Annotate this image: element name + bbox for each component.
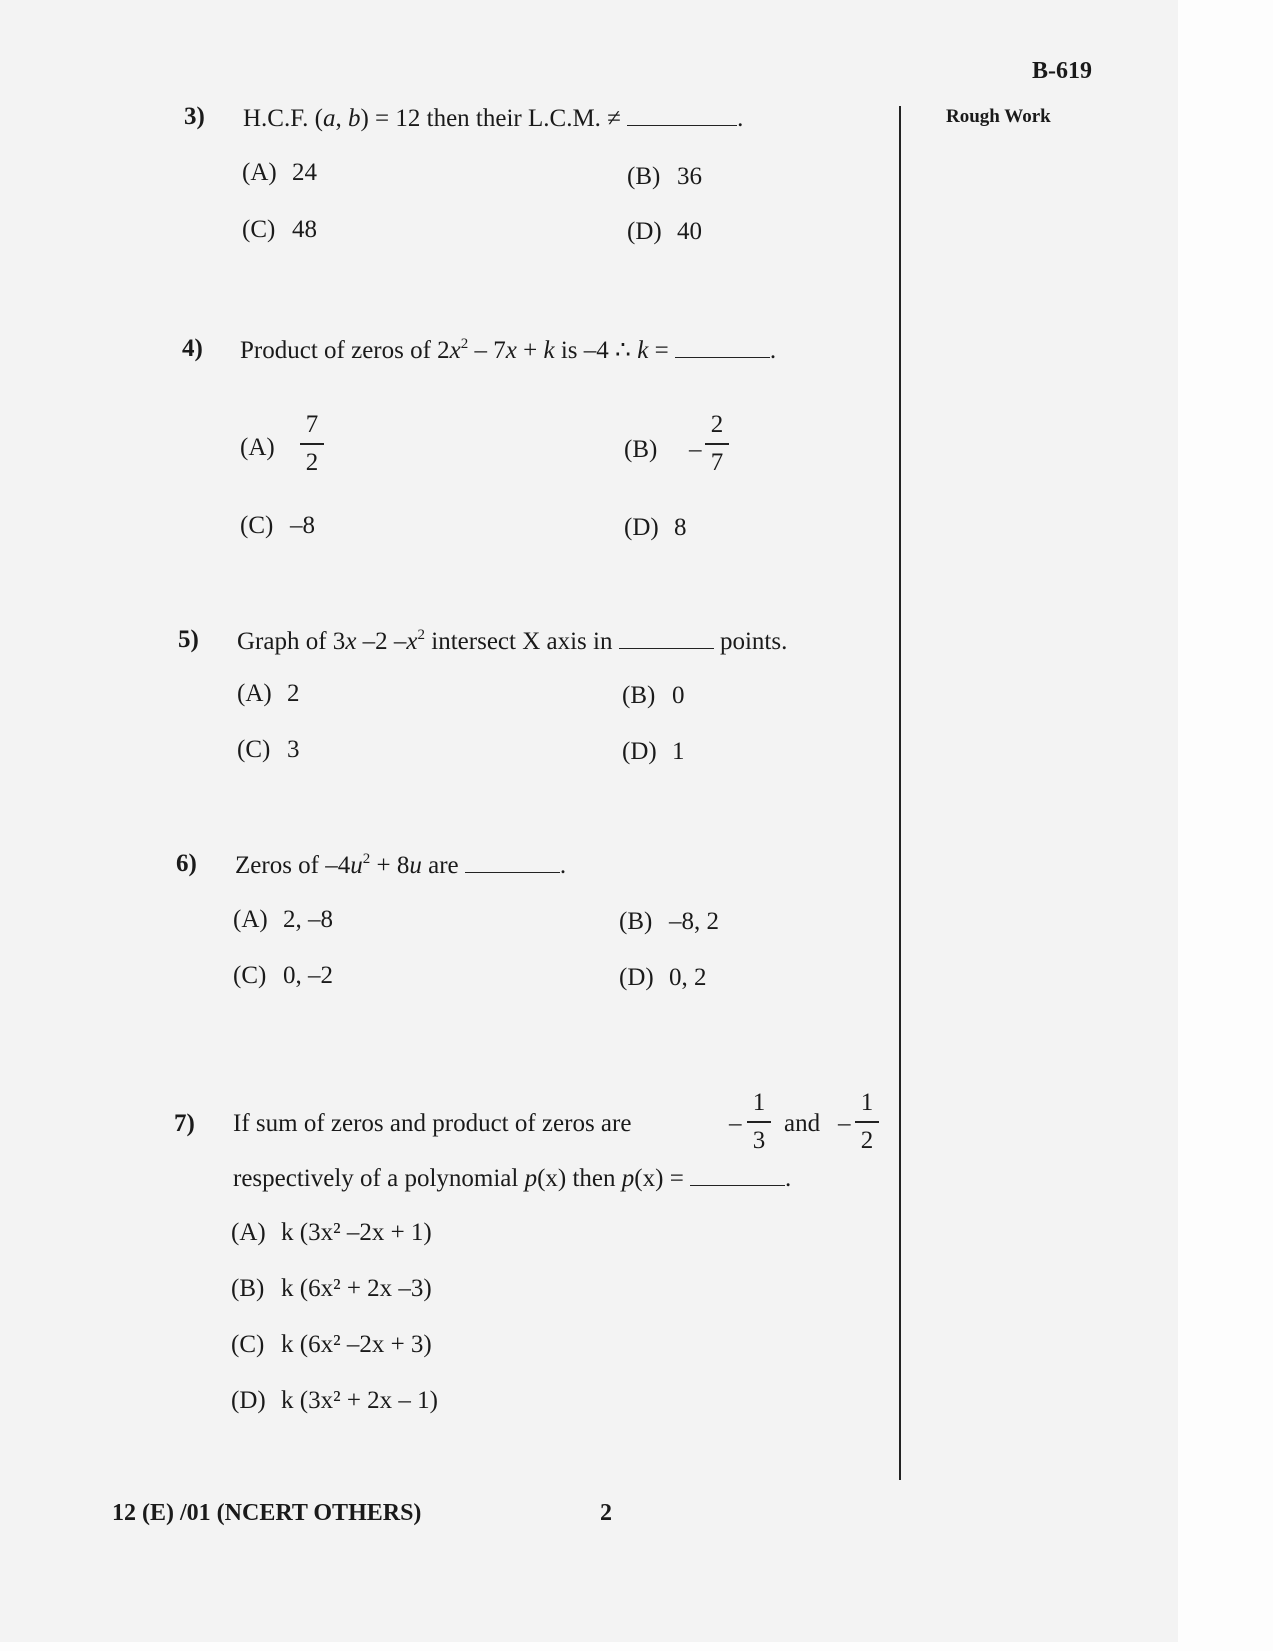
question-3-option-c: (C) 48 bbox=[242, 216, 317, 243]
paper-reference: 12 (E) /01 (NCERT OTHERS) bbox=[112, 1500, 422, 1526]
answer-blank bbox=[690, 1163, 785, 1186]
question-7-line-2: respectively of a polynomial p(x) then p(x) = . bbox=[233, 1165, 792, 1192]
question-6-option-c: (C) 0, –2 bbox=[233, 962, 333, 989]
question-6-option-a: (A) 2, –8 bbox=[233, 906, 333, 933]
product-sign: – bbox=[838, 1110, 851, 1137]
question-7-option-a: (A) k (3x² –2x + 1) bbox=[231, 1219, 432, 1246]
page-margin-bottom bbox=[0, 1642, 1178, 1651]
question-4-option-a-label: (A) bbox=[240, 434, 275, 461]
column-divider bbox=[899, 106, 901, 1480]
question-5-option-a: (A) 2 bbox=[237, 680, 300, 707]
question-5-option-c: (C) 3 bbox=[237, 736, 300, 763]
question-4-option-b-fraction: 2 7 bbox=[705, 410, 729, 478]
answer-blank bbox=[675, 335, 770, 358]
question-4-option-d: (D) 8 bbox=[624, 514, 687, 541]
page-number: 2 bbox=[600, 1500, 612, 1526]
answer-blank bbox=[619, 626, 714, 649]
rough-work-heading: Rough Work bbox=[946, 106, 1051, 127]
question-7-line-1: If sum of zeros and product of zeros are bbox=[233, 1110, 632, 1137]
question-3-text: H.C.F. (a, b) = 12 then their L.C.M. ≠ . bbox=[243, 105, 744, 132]
question-7-option-d: (D) k (3x² + 2x – 1) bbox=[231, 1387, 438, 1414]
question-3-option-d: (D) 40 bbox=[627, 218, 702, 245]
question-3-option-b: (B) 36 bbox=[627, 163, 702, 190]
question-4-option-b-label: (B) bbox=[624, 436, 658, 463]
question-5-text: Graph of 3x –2 $-x^2$ intersect X axis in points. bbox=[237, 627, 788, 655]
question-3-number: 3) bbox=[184, 103, 205, 130]
question-6-text: Zeros of $-4u^2 + 8u$ are . bbox=[235, 851, 567, 879]
question-4-option-a-fraction: 7 2 bbox=[300, 410, 324, 478]
paper-code: B-619 bbox=[1032, 58, 1092, 84]
question-4-option-b-sign: – bbox=[689, 436, 702, 463]
question-4-text: Product of zeros of $2x^2 - 7x + k$ is –4 ∴ k = . bbox=[240, 336, 777, 364]
question-5-option-d: (D) 1 bbox=[622, 738, 685, 765]
question-7-option-c: (C) k (6x² –2x + 3) bbox=[231, 1331, 432, 1358]
product-of-zeros-fraction: 1 2 bbox=[855, 1088, 879, 1156]
question-5-option-b: (B) 0 bbox=[622, 682, 685, 709]
sum-of-zeros-fraction: 1 3 bbox=[747, 1088, 771, 1156]
question-6-option-b: (B) –8, 2 bbox=[619, 908, 719, 935]
answer-blank bbox=[627, 103, 737, 126]
answer-blank bbox=[465, 850, 560, 873]
question-7-option-b: (B) k (6x² + 2x –3) bbox=[231, 1275, 432, 1302]
question-4-option-c: (C) –8 bbox=[240, 512, 315, 539]
question-7-number: 7) bbox=[174, 1110, 195, 1137]
question-5-number: 5) bbox=[178, 626, 199, 653]
question-6-option-d: (D) 0, 2 bbox=[619, 964, 707, 991]
question-6-number: 6) bbox=[176, 850, 197, 877]
question-4-number: 4) bbox=[182, 335, 203, 362]
question-3-option-a: (A) 24 bbox=[242, 159, 317, 186]
sum-sign: – bbox=[729, 1110, 742, 1137]
and-word: and bbox=[784, 1110, 821, 1137]
page-margin-right bbox=[1178, 0, 1273, 1651]
